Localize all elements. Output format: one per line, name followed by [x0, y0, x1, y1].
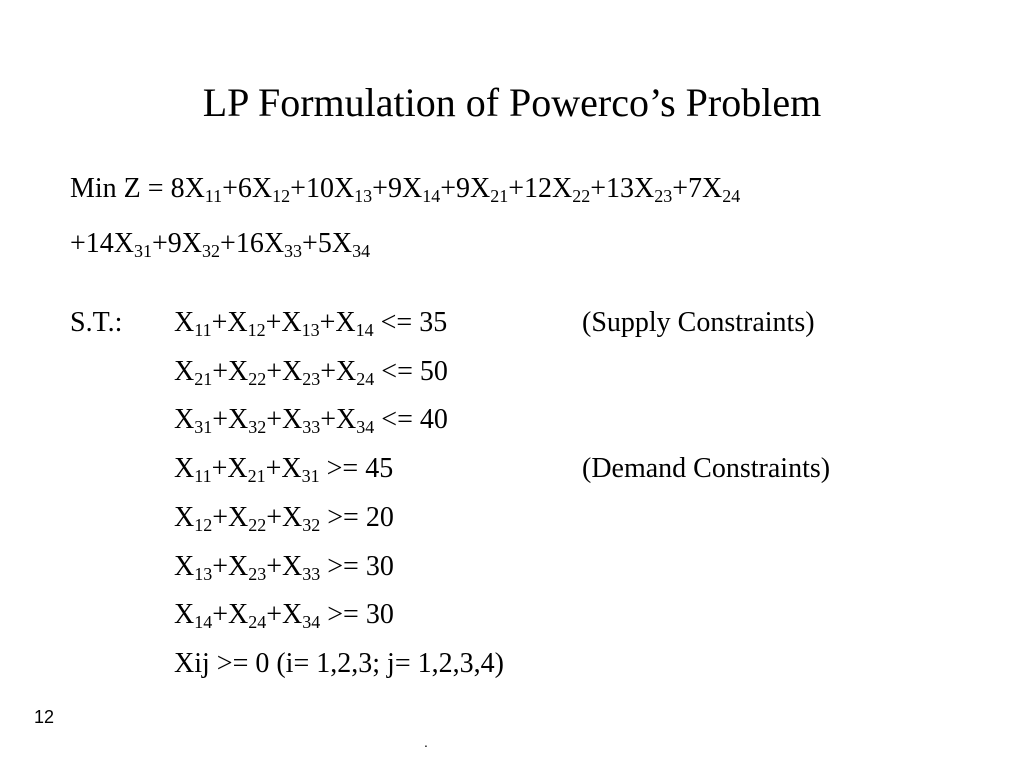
supply-constraint-1: $X_{11}+X_{12}+X_{13}+X_{14} <= 35$: [174, 307, 448, 340]
subscript-index: 34: [302, 612, 321, 632]
subscript-index: 21: [247, 466, 266, 486]
supply-constraint-3: $X_{31}+X_{32}+X_{33}+X_{34} <= 40$: [174, 404, 448, 437]
subject-to-label: S.T.:: [70, 307, 123, 338]
demand-constraint-3: $X_{13}+X_{23}+X_{33} >= 30$: [174, 551, 394, 584]
subscript-index: 23: [302, 369, 321, 389]
subscript-index: 11: [194, 320, 212, 340]
subscript-index: 14: [355, 320, 374, 340]
objective-line-2: $+14X_{31}+9X_{32}+16X_{33}+5X_{34}$: [70, 228, 371, 261]
subscript-index: 22: [572, 186, 591, 206]
footer-mark: .: [424, 734, 428, 750]
subscript-index: 31: [194, 417, 213, 437]
subscript-index: 14: [422, 186, 441, 206]
subscript-index: 11: [204, 186, 223, 206]
objective-line-1: Min $Z = 8X_{11}+6X_{12}+10X_{13}+9X_{14}+9X_{21}+12X_{22}+13X_{23}+7X_{24}$: [70, 173, 741, 206]
subscript-index: 13: [354, 186, 373, 206]
subscript-index: 21: [194, 369, 213, 389]
subscript-index: 23: [248, 564, 267, 584]
supply-constraints-note: (Supply Constraints): [582, 307, 815, 338]
subscript-index: 24: [722, 186, 741, 206]
subscript-index: 12: [272, 186, 291, 206]
subscript-index: 24: [356, 369, 375, 389]
subscript-index: 12: [194, 515, 213, 535]
demand-constraint-4: $X_{14}+X_{24}+X_{34} >= 30$: [174, 599, 394, 632]
supply-constraint-2: $X_{21}+X_{22}+X_{23}+X_{24} <= 50$: [174, 356, 448, 389]
subscript-index: 34: [356, 417, 375, 437]
subscript-index: 33: [302, 564, 321, 584]
slide-title: LP Formulation of Powerco’s Problem: [202, 80, 822, 125]
subscript-index: 23: [654, 186, 673, 206]
demand-constraint-1: $X_{11}+X_{21}+X_{31} >= 45$: [174, 453, 394, 486]
subscript-index: 33: [302, 417, 321, 437]
subscript-index: 22: [248, 515, 267, 535]
subscript-index: 33: [284, 241, 303, 261]
subscript-index: 32: [248, 417, 267, 437]
subscript-index: 21: [490, 186, 509, 206]
demand-constraints-note: (Demand Constraints): [582, 453, 831, 484]
subscript-index: 14: [194, 612, 213, 632]
subscript-index: 32: [202, 241, 221, 261]
non-negativity-constraint: Xij >= 0 (i= 1,2,3; j= 1,2,3,4): [174, 648, 504, 679]
subscript-index: 31: [134, 241, 153, 261]
subscript-index: 31: [301, 466, 320, 486]
subscript-index: 34: [352, 241, 371, 261]
subscript-index: 11: [194, 466, 212, 486]
page-number: 12: [34, 707, 55, 727]
subscript-index: 13: [301, 320, 320, 340]
subscript-index: 24: [248, 612, 267, 632]
subscript-index: 13: [194, 564, 213, 584]
subscript-index: 12: [247, 320, 266, 340]
subscript-index: 32: [302, 515, 321, 535]
subscript-index: 22: [248, 369, 267, 389]
demand-constraint-2: $X_{12}+X_{22}+X_{32} >= 20$: [174, 502, 394, 535]
